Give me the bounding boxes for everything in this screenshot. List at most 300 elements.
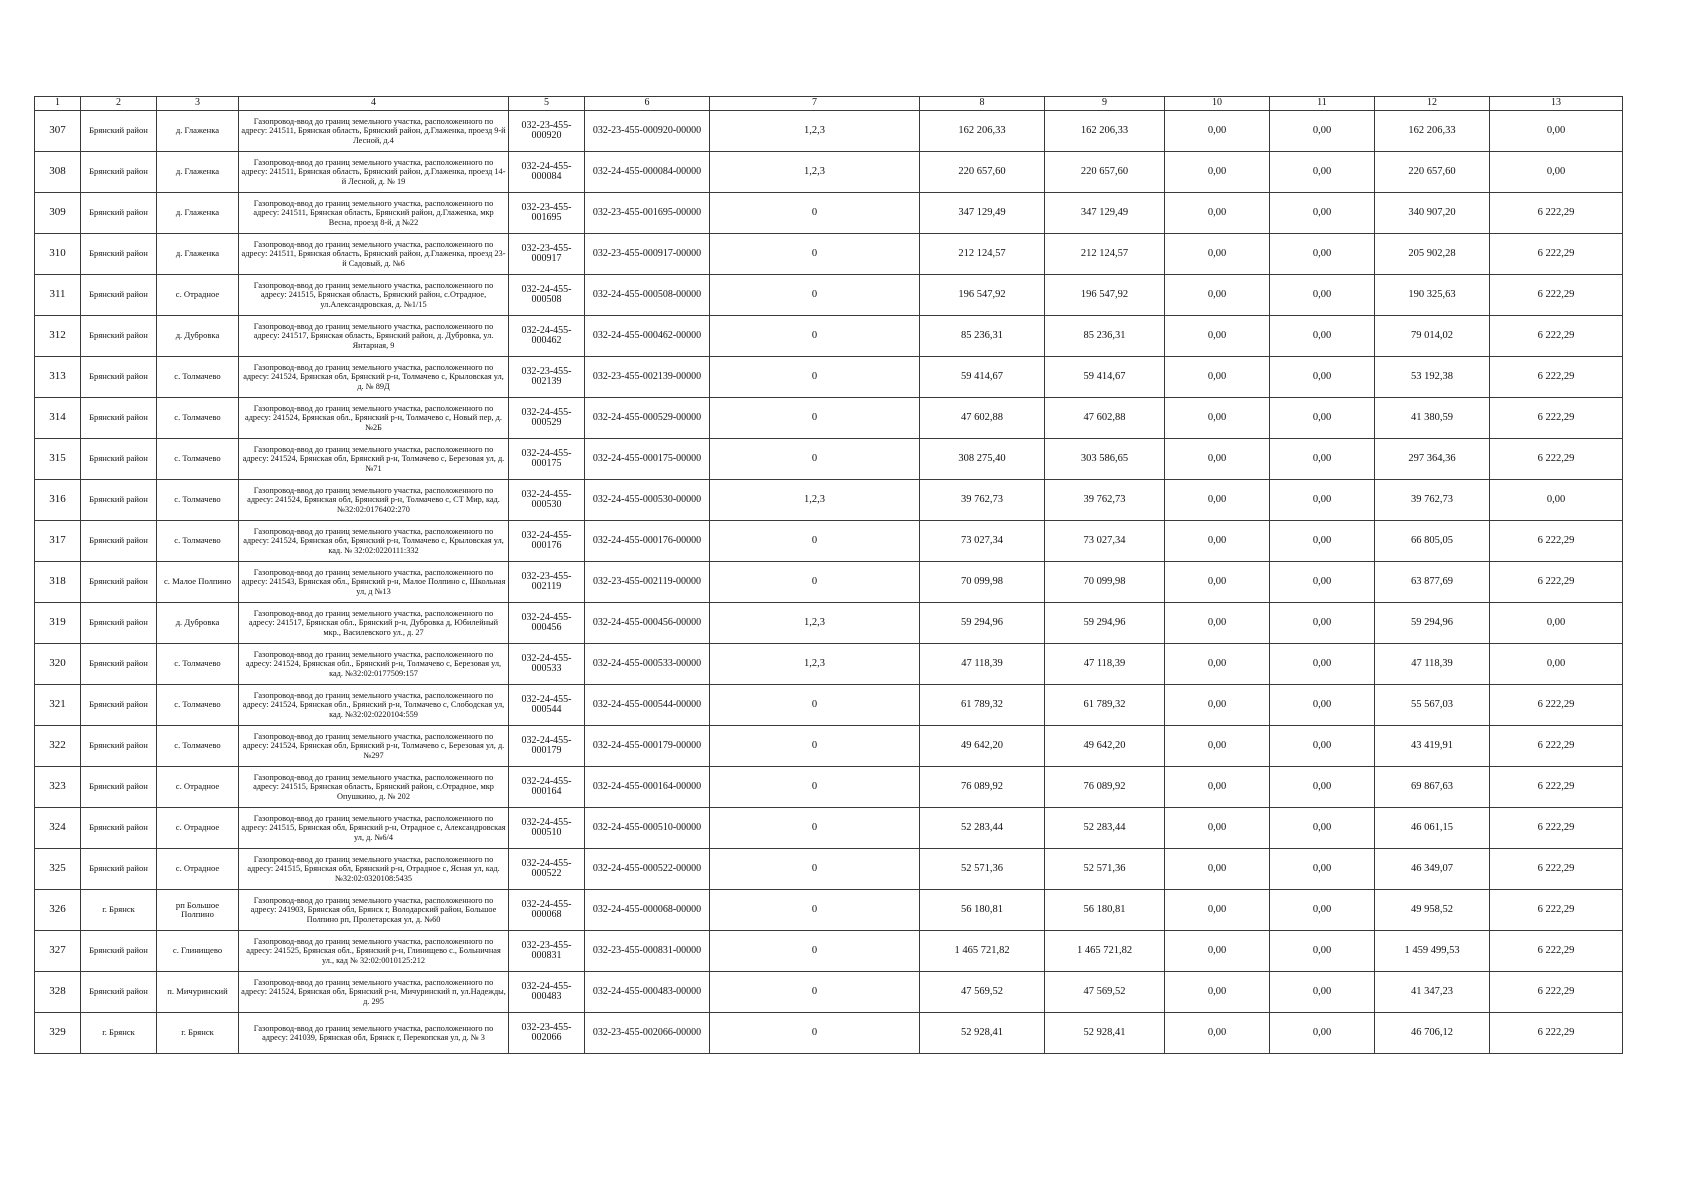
cell-no: 308 [35,152,81,193]
cell-amount-3: 0,00 [1165,111,1270,152]
cell-object: Газопровод-ввод до границ земельного участка, расположенного по адресу: 241517, Брянская обл., Брянский р-н, Дубровка д, Юбилейный мкр., Василевского ул., д. 27 [239,603,509,644]
cell-amount-4: 0,00 [1270,972,1375,1013]
cell-object: Газопровод-ввод до границ земельного участка, расположенного по адресу: 241511, Брянская область, Брянский район, д.Глаженка, проезд 23-й Садовый, д. №6 [239,234,509,275]
column-header-2: 2 [81,97,157,111]
cell-amount-6: 0,00 [1490,480,1623,521]
cell-amount-4: 0,00 [1270,193,1375,234]
cell-district: Брянский район [81,603,157,644]
cell-amount-5: 79 014,02 [1375,316,1490,357]
cell-amount-3: 0,00 [1165,316,1270,357]
cell-no: 325 [35,849,81,890]
cell-code: 032-24-455-000175 [509,439,585,480]
cell-full-code: 032-24-455-000522-00000 [585,849,710,890]
cell-locality: п. Мичуринский [157,972,239,1013]
cell-amount-3: 0,00 [1165,152,1270,193]
cell-amount-5: 46 349,07 [1375,849,1490,890]
cell-no: 312 [35,316,81,357]
cell-amount-2: 47 569,52 [1045,972,1165,1013]
cell-amount-total: 39 762,73 [920,480,1045,521]
cell-object: Газопровод-ввод до границ земельного участка, расположенного по адресу: 241515, Брянская обл, Брянский р-н, Отрадное с, Ясная ул, кад. №32:02:0320108:5435 [239,849,509,890]
cell-full-code: 032-23-455-000831-00000 [585,931,710,972]
cell-flag: 0 [710,849,920,890]
cell-amount-6: 6 222,29 [1490,685,1623,726]
table-row [35,193,1623,234]
cell-full-code: 032-23-455-000917-00000 [585,234,710,275]
cell-district: Брянский район [81,767,157,808]
cell-full-code: 032-24-455-000456-00000 [585,603,710,644]
cell-amount-total: 56 180,81 [920,890,1045,931]
table-row [35,685,1623,726]
cell-district: Брянский район [81,316,157,357]
cell-locality: с. Толмачево [157,685,239,726]
cell-district: Брянский район [81,480,157,521]
cell-locality: д. Глаженка [157,152,239,193]
cell-code: 032-24-455-000483 [509,972,585,1013]
cell-code: 032-23-455-000917 [509,234,585,275]
cell-amount-6: 6 222,29 [1490,931,1623,972]
cell-amount-3: 0,00 [1165,685,1270,726]
cell-district: Брянский район [81,849,157,890]
cell-amount-4: 0,00 [1270,767,1375,808]
cell-amount-2: 76 089,92 [1045,767,1165,808]
cell-no: 321 [35,685,81,726]
cell-amount-total: 52 283,44 [920,808,1045,849]
table-row [35,726,1623,767]
cell-amount-4: 0,00 [1270,849,1375,890]
cell-amount-total: 220 657,60 [920,152,1045,193]
cell-object: Газопровод-ввод до границ земельного участка, расположенного по адресу: 241524, Брянская обл, Брянский р-н, Толмачево с, Березовая ул, д. №297 [239,726,509,767]
cell-full-code: 032-24-455-000176-00000 [585,521,710,562]
cell-amount-total: 196 547,92 [920,275,1045,316]
cell-amount-5: 69 867,63 [1375,767,1490,808]
cell-object: Газопровод-ввод до границ земельного участка, расположенного по адресу: 241903, Брянская обл, Брянск г, Володарский район, Большое Полпино рп, Пролетарская ул, д. №60 [239,890,509,931]
cell-flag: 1,2,3 [710,152,920,193]
cell-district: Брянский район [81,685,157,726]
cell-district: Брянский район [81,808,157,849]
cell-district: Брянский район [81,644,157,685]
cell-amount-2: 73 027,34 [1045,521,1165,562]
cell-district: Брянский район [81,521,157,562]
cell-locality: д. Дубровка [157,316,239,357]
table-row [35,562,1623,603]
cell-locality: г. Брянск [157,1013,239,1054]
column-header-4: 4 [239,97,509,111]
column-header-5: 5 [509,97,585,111]
cell-amount-6: 6 222,29 [1490,275,1623,316]
cell-no: 329 [35,1013,81,1054]
cell-code: 032-23-455-000831 [509,931,585,972]
cell-amount-3: 0,00 [1165,1013,1270,1054]
cell-locality: с. Толмачево [157,521,239,562]
column-header-7: 7 [710,97,920,111]
cell-district: г. Брянск [81,1013,157,1054]
column-header-11: 11 [1270,97,1375,111]
cell-full-code: 032-23-455-000920-00000 [585,111,710,152]
cell-full-code: 032-24-455-000508-00000 [585,275,710,316]
cell-code: 032-24-455-000529 [509,398,585,439]
cell-amount-2: 212 124,57 [1045,234,1165,275]
cell-amount-5: 53 192,38 [1375,357,1490,398]
cell-amount-5: 55 567,03 [1375,685,1490,726]
cell-amount-4: 0,00 [1270,890,1375,931]
cell-amount-5: 66 805,05 [1375,521,1490,562]
table-row [35,931,1623,972]
cell-flag: 0 [710,357,920,398]
table-row [35,398,1623,439]
cell-amount-4: 0,00 [1270,152,1375,193]
cell-no: 316 [35,480,81,521]
cell-amount-2: 1 465 721,82 [1045,931,1165,972]
cell-amount-3: 0,00 [1165,726,1270,767]
cell-amount-total: 70 099,98 [920,562,1045,603]
cell-amount-5: 49 958,52 [1375,890,1490,931]
cell-locality: д. Глаженка [157,193,239,234]
cell-no: 320 [35,644,81,685]
cell-flag: 0 [710,808,920,849]
cell-no: 328 [35,972,81,1013]
cell-amount-total: 61 789,32 [920,685,1045,726]
cell-district: Брянский район [81,275,157,316]
cell-amount-3: 0,00 [1165,603,1270,644]
table-row [35,234,1623,275]
table-row [35,439,1623,480]
cell-object: Газопровод-ввод до границ земельного участка, расположенного по адресу: 241511, Брянская область, Брянский район, д.Глаженка, проезд 14-й Лесной, д. № 19 [239,152,509,193]
cell-no: 313 [35,357,81,398]
cell-amount-3: 0,00 [1165,849,1270,890]
cell-amount-2: 347 129,49 [1045,193,1165,234]
cell-district: Брянский район [81,439,157,480]
cell-code: 032-23-455-001695 [509,193,585,234]
cell-district: Брянский район [81,193,157,234]
cell-locality: д. Глаженка [157,111,239,152]
cell-locality: с. Толмачево [157,357,239,398]
cell-object: Газопровод-ввод до границ земельного участка, расположенного по адресу: 241524, Брянская обл, Брянский р-н, Мичуринский п, ул.Надежды, д. 295 [239,972,509,1013]
cell-amount-5: 46 706,12 [1375,1013,1490,1054]
cell-object: Газопровод-ввод до границ земельного участка, расположенного по адресу: 241524, Брянская обл., Брянский р-н, Толмачево с, Слободская ул, кад. №32:02:0220104:559 [239,685,509,726]
cell-code: 032-23-455-002119 [509,562,585,603]
cell-object: Газопровод-ввод до границ земельного участка, расположенного по адресу: 241524, Брянская обл., Брянский р-н, Толмачево с, Березовая ул, кад. №32:02:0177509:157 [239,644,509,685]
cell-full-code: 032-24-455-000544-00000 [585,685,710,726]
table-row [35,521,1623,562]
cell-no: 309 [35,193,81,234]
column-header-9: 9 [1045,97,1165,111]
cell-amount-total: 347 129,49 [920,193,1045,234]
cell-amount-3: 0,00 [1165,562,1270,603]
cell-flag: 0 [710,562,920,603]
cell-code: 032-24-455-000544 [509,685,585,726]
cell-amount-3: 0,00 [1165,275,1270,316]
table-row [35,275,1623,316]
table-row [35,480,1623,521]
cell-no: 310 [35,234,81,275]
cell-amount-5: 162 206,33 [1375,111,1490,152]
cell-object: Газопровод-ввод до границ земельного участка, расположенного по адресу: 241525, Брянская обл., Брянский р-н, Глинищево с., Больничная ул., кад № 32:02:0010125:212 [239,931,509,972]
table-row [35,972,1623,1013]
cell-amount-4: 0,00 [1270,316,1375,357]
cell-amount-4: 0,00 [1270,931,1375,972]
cell-amount-6: 6 222,29 [1490,562,1623,603]
cell-amount-4: 0,00 [1270,726,1375,767]
cell-flag: 1,2,3 [710,111,920,152]
header-row [35,97,1623,111]
cell-amount-3: 0,00 [1165,972,1270,1013]
cell-amount-6: 6 222,29 [1490,439,1623,480]
cell-district: г. Брянск [81,890,157,931]
cell-amount-5: 41 380,59 [1375,398,1490,439]
cell-amount-6: 0,00 [1490,152,1623,193]
cell-full-code: 032-24-455-000510-00000 [585,808,710,849]
cell-locality: с. Толмачево [157,480,239,521]
cell-flag: 0 [710,275,920,316]
cell-code: 032-24-455-000456 [509,603,585,644]
cell-object: Газопровод-ввод до границ земельного участка, расположенного по адресу: 241515, Брянская обл, Брянский р-н, Отрадное с, Александровская ул, д. №6/4 [239,808,509,849]
cell-object: Газопровод-ввод до границ земельного участка, расположенного по адресу: 241543, Брянская обл., Брянский р-н, Малое Полпино с, Школьная ул, д №13 [239,562,509,603]
cell-amount-3: 0,00 [1165,439,1270,480]
table-row [35,316,1623,357]
cell-amount-2: 162 206,33 [1045,111,1165,152]
cell-amount-2: 47 118,39 [1045,644,1165,685]
cell-full-code: 032-23-455-002119-00000 [585,562,710,603]
cell-amount-2: 47 602,88 [1045,398,1165,439]
cell-code: 032-24-455-000084 [509,152,585,193]
cell-flag: 1,2,3 [710,603,920,644]
cell-amount-4: 0,00 [1270,603,1375,644]
cell-code: 032-24-455-000533 [509,644,585,685]
cell-amount-3: 0,00 [1165,521,1270,562]
cell-locality: с. Толмачево [157,726,239,767]
cell-code: 032-24-455-000176 [509,521,585,562]
cell-object: Газопровод-ввод до границ земельного участка, расположенного по адресу: 241524, Брянская обл, Брянский р-н, Толмачево с, Березовая ул, д. №71 [239,439,509,480]
cell-amount-6: 6 222,29 [1490,316,1623,357]
cell-locality: с. Отрадное [157,767,239,808]
cell-amount-4: 0,00 [1270,111,1375,152]
cell-no: 327 [35,931,81,972]
cell-amount-total: 52 571,36 [920,849,1045,890]
cell-amount-total: 85 236,31 [920,316,1045,357]
cell-amount-3: 0,00 [1165,931,1270,972]
cell-code: 032-24-455-000164 [509,767,585,808]
cell-flag: 0 [710,193,920,234]
table-row [35,849,1623,890]
table-row [35,808,1623,849]
cell-district: Брянский район [81,398,157,439]
cell-no: 323 [35,767,81,808]
cell-object: Газопровод-ввод до границ земельного участка, расположенного по адресу: 241517, Брянская область, Брянский район, д. Дубровка, ул. Янтарная, 9 [239,316,509,357]
data-table [34,96,1623,1054]
cell-amount-3: 0,00 [1165,890,1270,931]
cell-full-code: 032-23-455-001695-00000 [585,193,710,234]
cell-full-code: 032-24-455-000175-00000 [585,439,710,480]
cell-amount-4: 0,00 [1270,234,1375,275]
cell-district: Брянский район [81,234,157,275]
cell-flag: 0 [710,316,920,357]
cell-code: 032-24-455-000068 [509,890,585,931]
cell-amount-4: 0,00 [1270,1013,1375,1054]
cell-amount-2: 59 294,96 [1045,603,1165,644]
cell-object: Газопровод-ввод до границ земельного участка, расположенного по адресу: 241511, Брянская область, Брянский район, д.Глаженка, мкр Весна, проезд 8-й, д №22 [239,193,509,234]
cell-amount-2: 61 789,32 [1045,685,1165,726]
cell-amount-6: 0,00 [1490,111,1623,152]
cell-full-code: 032-24-455-000533-00000 [585,644,710,685]
cell-amount-3: 0,00 [1165,398,1270,439]
cell-amount-6: 6 222,29 [1490,726,1623,767]
cell-amount-total: 49 642,20 [920,726,1045,767]
cell-amount-4: 0,00 [1270,644,1375,685]
cell-object: Газопровод-ввод до границ земельного участка, расположенного по адресу: 241524, Брянская обл., Брянский р-н, Толмачево с, Новый пер, д. №2Б [239,398,509,439]
cell-amount-5: 220 657,60 [1375,152,1490,193]
cell-amount-3: 0,00 [1165,808,1270,849]
cell-code: 032-24-455-000522 [509,849,585,890]
cell-amount-4: 0,00 [1270,480,1375,521]
cell-no: 311 [35,275,81,316]
cell-amount-2: 52 283,44 [1045,808,1165,849]
cell-flag: 0 [710,767,920,808]
cell-amount-5: 1 459 499,53 [1375,931,1490,972]
cell-amount-4: 0,00 [1270,357,1375,398]
cell-amount-6: 6 222,29 [1490,1013,1623,1054]
cell-amount-total: 212 124,57 [920,234,1045,275]
cell-amount-2: 52 571,36 [1045,849,1165,890]
cell-amount-total: 162 206,33 [920,111,1045,152]
cell-full-code: 032-24-455-000179-00000 [585,726,710,767]
cell-locality: с. Толмачево [157,398,239,439]
cell-amount-total: 59 294,96 [920,603,1045,644]
cell-no: 324 [35,808,81,849]
cell-object: Газопровод-ввод до границ земельного участка, расположенного по адресу: 241524, Брянская обл, Брянский р-н, Толмачево с, Крыловская ул, д. № 89Д [239,357,509,398]
cell-flag: 0 [710,234,920,275]
cell-code: 032-24-455-000462 [509,316,585,357]
cell-amount-6: 0,00 [1490,644,1623,685]
cell-amount-total: 47 118,39 [920,644,1045,685]
cell-flag: 0 [710,931,920,972]
cell-amount-total: 73 027,34 [920,521,1045,562]
cell-amount-2: 85 236,31 [1045,316,1165,357]
cell-amount-5: 340 907,20 [1375,193,1490,234]
cell-amount-5: 39 762,73 [1375,480,1490,521]
cell-amount-6: 6 222,29 [1490,849,1623,890]
cell-amount-5: 205 902,28 [1375,234,1490,275]
cell-locality: с. Отрадное [157,849,239,890]
column-header-10: 10 [1165,97,1270,111]
cell-flag: 1,2,3 [710,480,920,521]
cell-amount-total: 47 602,88 [920,398,1045,439]
cell-no: 319 [35,603,81,644]
cell-flag: 0 [710,972,920,1013]
cell-locality: д. Дубровка [157,603,239,644]
table-body [35,111,1623,1054]
cell-district: Брянский район [81,972,157,1013]
cell-full-code: 032-24-455-000483-00000 [585,972,710,1013]
cell-amount-3: 0,00 [1165,234,1270,275]
table-row [35,890,1623,931]
cell-district: Брянский район [81,726,157,767]
cell-amount-6: 6 222,29 [1490,890,1623,931]
cell-amount-5: 46 061,15 [1375,808,1490,849]
table-row [35,152,1623,193]
cell-flag: 0 [710,685,920,726]
cell-amount-4: 0,00 [1270,398,1375,439]
cell-amount-4: 0,00 [1270,562,1375,603]
cell-full-code: 032-24-455-000529-00000 [585,398,710,439]
cell-amount-2: 39 762,73 [1045,480,1165,521]
cell-amount-6: 6 222,29 [1490,398,1623,439]
cell-amount-2: 56 180,81 [1045,890,1165,931]
table-header [35,97,1623,111]
cell-code: 032-24-455-000179 [509,726,585,767]
cell-no: 318 [35,562,81,603]
cell-amount-5: 190 325,63 [1375,275,1490,316]
cell-no: 307 [35,111,81,152]
cell-code: 032-23-455-002066 [509,1013,585,1054]
cell-flag: 0 [710,398,920,439]
cell-district: Брянский район [81,152,157,193]
cell-code: 032-23-455-002139 [509,357,585,398]
cell-full-code: 032-24-455-000068-00000 [585,890,710,931]
cell-object: Газопровод-ввод до границ земельного участка, расположенного по адресу: 241039, Брянская обл, Брянск г, Перекопская ул, д. № 3 [239,1013,509,1054]
cell-no: 314 [35,398,81,439]
cell-object: Газопровод-ввод до границ земельного участка, расположенного по адресу: 241524, Брянская обл, Брянский р-н, Толмачево с, Крыловская ул, кад. № 32:02:0220111:332 [239,521,509,562]
cell-amount-total: 59 414,67 [920,357,1045,398]
cell-amount-2: 70 099,98 [1045,562,1165,603]
cell-object: Газопровод-ввод до границ земельного участка, расположенного по адресу: 241515, Брянская область, Брянский район, с.Отрадное, ул.Александровская, д. №1/15 [239,275,509,316]
cell-full-code: 032-23-455-002066-00000 [585,1013,710,1054]
cell-flag: 1,2,3 [710,644,920,685]
cell-amount-2: 303 586,65 [1045,439,1165,480]
cell-flag: 0 [710,1013,920,1054]
cell-amount-total: 76 089,92 [920,767,1045,808]
cell-code: 032-24-455-000510 [509,808,585,849]
column-header-1: 1 [35,97,81,111]
cell-amount-3: 0,00 [1165,767,1270,808]
table-row [35,603,1623,644]
cell-flag: 0 [710,726,920,767]
column-header-12: 12 [1375,97,1490,111]
cell-amount-4: 0,00 [1270,685,1375,726]
cell-locality: с. Отрадное [157,275,239,316]
table-row [35,357,1623,398]
cell-district: Брянский район [81,357,157,398]
cell-amount-6: 6 222,29 [1490,357,1623,398]
cell-amount-2: 52 928,41 [1045,1013,1165,1054]
cell-no: 326 [35,890,81,931]
cell-amount-3: 0,00 [1165,357,1270,398]
cell-amount-4: 0,00 [1270,275,1375,316]
cell-locality: с. Глинищево [157,931,239,972]
cell-full-code: 032-23-455-002139-00000 [585,357,710,398]
cell-flag: 0 [710,439,920,480]
cell-code: 032-24-455-000530 [509,480,585,521]
cell-no: 322 [35,726,81,767]
cell-full-code: 032-24-455-000084-00000 [585,152,710,193]
cell-amount-5: 59 294,96 [1375,603,1490,644]
table-row [35,767,1623,808]
cell-amount-5: 47 118,39 [1375,644,1490,685]
cell-amount-4: 0,00 [1270,521,1375,562]
cell-amount-4: 0,00 [1270,439,1375,480]
cell-flag: 0 [710,890,920,931]
cell-amount-5: 43 419,91 [1375,726,1490,767]
cell-locality: с. Малое Полпино [157,562,239,603]
cell-amount-2: 196 547,92 [1045,275,1165,316]
cell-object: Газопровод-ввод до границ земельного участка, расположенного по адресу: 241524, Брянская обл, Брянский р-н, Толмачево с, СТ Мир, кад. №32:02:0176402:270 [239,480,509,521]
cell-no: 315 [35,439,81,480]
cell-amount-3: 0,00 [1165,644,1270,685]
cell-amount-4: 0,00 [1270,808,1375,849]
column-header-8: 8 [920,97,1045,111]
cell-no: 317 [35,521,81,562]
cell-locality: рп Большое Полпино [157,890,239,931]
column-header-6: 6 [585,97,710,111]
